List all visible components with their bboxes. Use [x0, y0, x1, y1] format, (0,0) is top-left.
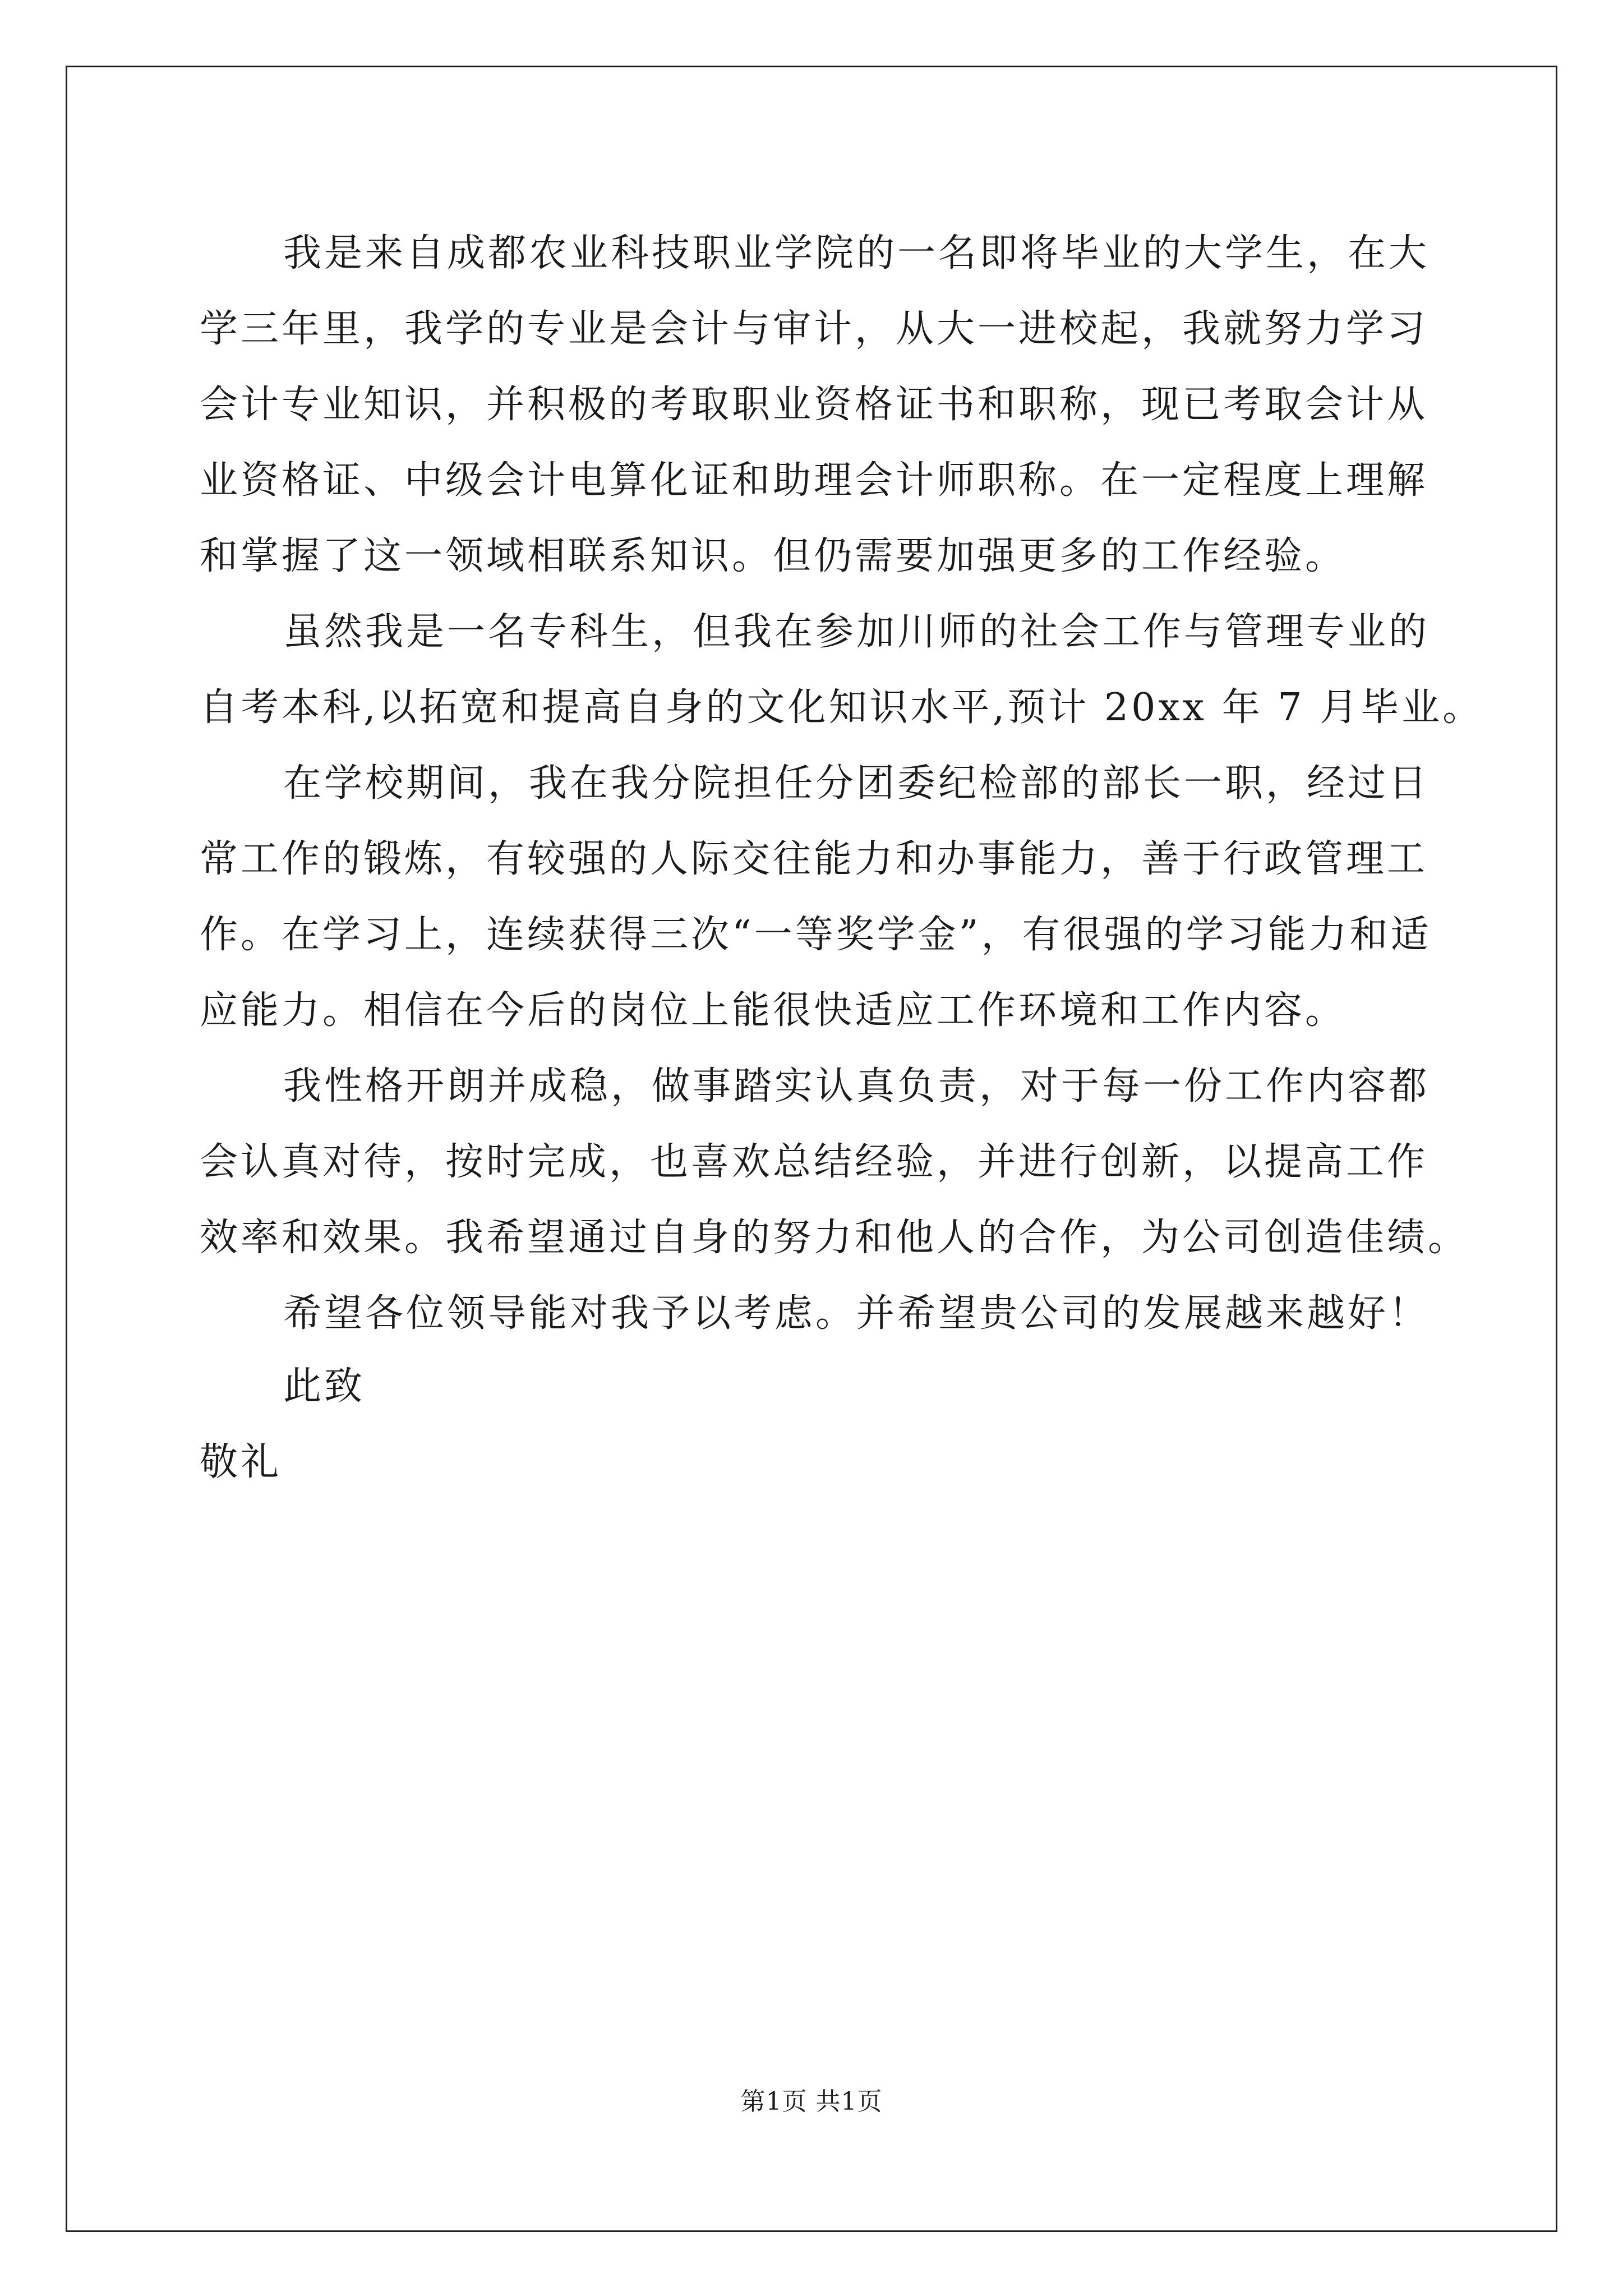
paragraph-3-line-1: 在学校期间，我在我分院担任分团委纪检部的部长一职，经过日 [283, 761, 1430, 806]
paragraph-3-line-2: 常工作的锻炼，有较强的人际交往能力和办事能力，善于行政管理工 [200, 837, 1428, 881]
paragraph-5-line-1: 希望各位领导能对我予以考虑。并希望贵公司的发展越来越好！ [283, 1291, 1430, 1336]
paragraph-1-line-1: 我是来自成都农业科技职业学院的一名即将毕业的大学生，在大 [283, 231, 1430, 275]
paragraph-1-line-3: 会计专业知识，并积极的考取职业资格证书和职称，现已考取会计从 [200, 383, 1428, 427]
page-number-footer: 第1页 共1页 [740, 2087, 883, 2116]
paragraph-3-line-3: 作。在学习上，连续获得三次“一等奖学金”，有很强的学习能力和适 [200, 913, 1432, 957]
closing-salutation: 此致 [283, 1364, 366, 1409]
paragraph-1-line-5: 和掌握了这一领域相联系知识。但仍需要加强更多的工作经验。 [200, 534, 1347, 578]
paragraph-3-line-4: 应能力。相信在今后的岗位上能很快适应工作环境和工作内容。 [200, 988, 1347, 1033]
paragraph-2-line-2: 自考本科,以拓宽和提高自身的文化知识水平,预计 20xx 年 7 月毕业。 [200, 685, 1484, 730]
paragraph-1-line-2: 学三年里，我学的专业是会计与审计，从大一进校起，我就努力学习 [200, 307, 1428, 351]
paragraph-2-line-1: 虽然我是一名专科生，但我在参加川师的社会工作与管理专业的 [283, 610, 1430, 654]
closing-regards: 敬礼 [200, 1440, 282, 1484]
paragraph-4-line-3: 效率和效果。我希望通过自身的努力和他人的合作，为公司创造佳绩。 [200, 1216, 1469, 1260]
paragraph-4-line-1: 我性格开朗并成稳，做事踏实认真负责，对于每一份工作内容都 [283, 1064, 1430, 1108]
paragraph-4-line-2: 会认真对待，按时完成，也喜欢总结经验，并进行创新，以提高工作 [200, 1140, 1428, 1184]
paragraph-1-line-4: 业资格证、中级会计电算化证和助理会计师职称。在一定程度上理解 [200, 458, 1428, 503]
